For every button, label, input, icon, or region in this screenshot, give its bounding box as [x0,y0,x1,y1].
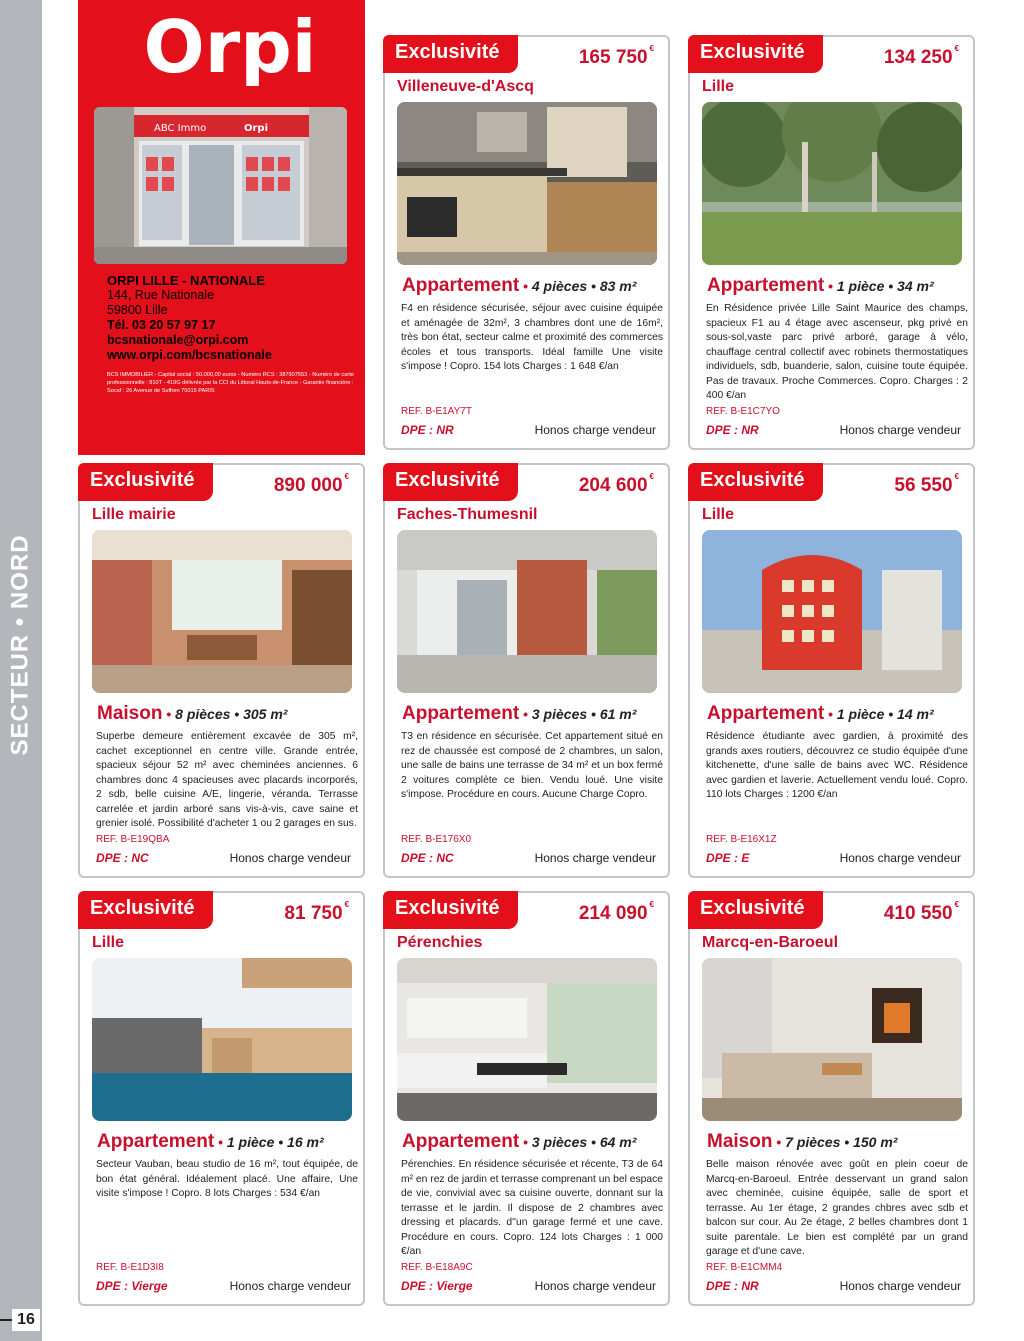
dpe-rating: DPE : NR [706,423,759,437]
city: Lille mairie [92,506,176,523]
agency-legal-notice: BCS IMMOBILIER - Capital social : 50.000,00 euros - Numéro RCS : 387907553 - Numéro de carte professionnelle : 810T - 419G délivrée par la CCI du Littoral Hauts-de-France - Garantie financière : Socaf : 26 Avenue de Suffren 75015 PARIS [107,372,354,394]
listing-photo-kitchen[interactable] [397,102,657,265]
description: En Résidence privée Lille Saint Maurice des champs, spacieux F1 au 4 étage avec ascenseur, pkg privé en sous-sol,vaste parc privé arboré, garage à vélo, chauffage central collectif avec robinets thermostatiques individuels, sdb, buanderie, salon, cuisine toute équipée. Pas de travaux. Proche Commerces. Copro. Charges : 2 400 €/an [706,303,968,401]
description: Résidence étudiante avec gardien, à proximité des grands axes routiers, découvrez ce studio équipée d'une kitchenette, d'une salle de bains avec WC. Résidence avec gardien et laverie. Actuellement vendu loué. Copro. 110 lots Charges : 1200 €/an [706,731,968,800]
city: Pérenchies [397,934,483,951]
svg-text:ABC Immo: ABC Immo [154,123,207,134]
exclusivity-tag: Exclusivité [78,891,213,929]
price: 410 550 € [883,900,959,924]
description: Belle maison rénovée avec goût en plein coeur de Marcq-en-Baroeul. Entrée desservant un grand salon avec cheminée, cuisine équipée, salle de sport et terrasse. Au 1er étage, 2 grandes chbres avec sdb et balcon sur cour. Au 2e étage, 2 belles chambres dont 1 suite parentale. Le bien est complété par un grand garage et d'une cave. [706,1159,968,1257]
agency-name: ORPI LILLE - NATIONALE [107,273,265,288]
fees-note: Honos charge vendeur [229,1279,351,1293]
dpe-rating: DPE : NC [401,851,454,865]
dpe-rating: DPE : Vierge [401,1279,473,1293]
property-type-line: Appartement • 3 pièces • 61 m² [402,703,637,724]
agency-city: 59800 Lille [107,303,168,317]
exclusivity-tag: Exclusivité [383,35,518,73]
fees-note: Honos charge vendeur [534,423,656,437]
listing-card[interactable] [383,35,670,450]
city: Lille [702,78,735,95]
listing-card[interactable] [688,891,975,1306]
dpe-rating: DPE : NR [401,423,454,437]
description: Secteur Vauban, beau studio de 16 m², tout équipée, de bon état général. Idéalement placé. Une affaire, Une visite s'impose ! Copro. 8 lots Charges : 534 €/an [96,1159,358,1199]
svg-text:Orpi: Orpi [244,123,269,134]
price: 81 750 € [284,900,349,924]
exclusivity-tag: Exclusivité [688,891,823,929]
exclusivity-tag: Exclusivité [688,35,823,73]
reference: REF. B-E176X0 [401,834,472,845]
agency-website[interactable]: www.orpi.com/bcsnationale [107,348,272,362]
city: Marcq-en-Baroeul [702,934,839,951]
dpe-rating: DPE : Vierge [96,1279,168,1293]
description: Superbe demeure entièrement excavée de 305 m², cachet exceptionnel en centre ville. Grande entrée, spacieux séjour 52 m² avec cheminées anciennes. 6 chambres donc 4 spacieuses avec placards incorporés, 2 sdb, belle cuisine A/E, lingerie, véranda. Terrasse carrelée et jardin arboré sans vis-à-vis, cave saine et grenier isolé. Possibilité d'acheter 1 ou 2 garages en sus. [96,731,358,829]
reference: REF. B-E1CMM4 [706,1262,783,1273]
dpe-rating: DPE : NC [96,851,149,865]
exclusivity-tag: Exclusivité [383,463,518,501]
price: 890 000 € [273,472,349,496]
agency-street: 144, Rue Nationale [107,288,215,302]
listing-photo-building[interactable] [702,530,962,693]
listing-card[interactable] [688,35,975,450]
reference: REF. B-E1D3I8 [96,1262,164,1273]
agency-storefront-photo [94,107,347,264]
city: Lille [92,934,125,951]
listing-card[interactable] [383,463,670,878]
property-type-line: Appartement • 1 pièce • 34 m² [707,275,934,296]
listing-photo-garden[interactable] [702,102,962,265]
listing-photo-terrace[interactable] [397,530,657,693]
fees-note: Honos charge vendeur [534,851,656,865]
fees-note: Honos charge vendeur [839,423,961,437]
exclusivity-tag: Exclusivité [688,463,823,501]
listing-card[interactable] [688,463,975,878]
fees-note: Honos charge vendeur [229,851,351,865]
dpe-rating: DPE : NR [706,1279,759,1293]
listing-photo-dining-room[interactable] [92,530,352,693]
description: T3 en résidence en sécurisée. Cet appartement situé en rez de chaussée est composé de 2 chambres, un salon, une salle de bains une terrasse de 34 m² et un box fermé 2 voitures complète ce bien. Vendu loué. Une visite s'impose. Procédure en cours. Aucune Charge Copro. [401,731,663,800]
reference: REF. B-E18A9C [401,1262,473,1273]
fees-note: Honos charge vendeur [839,851,961,865]
agency-phone[interactable]: Tél. 03 20 57 97 17 [107,318,216,332]
reference: REF. B-E1C7YO [706,406,780,417]
reference: REF. B-E1AY7T [401,406,472,417]
page-number: 16 [12,1309,40,1331]
property-type-line: Appartement • 1 pièce • 16 m² [97,1131,324,1152]
svg-text:Orpi: Orpi [143,6,317,86]
agency-email[interactable]: bcsnationale@orpi.com [107,333,249,347]
fees-note: Honos charge vendeur [839,1279,961,1293]
property-type-line: Maison • 8 pièces • 305 m² [97,703,288,724]
exclusivity-tag: Exclusivité [78,463,213,501]
listing-card[interactable] [78,463,365,878]
section-label: SECTEUR • NORD [7,534,34,756]
city: Villeneuve-d'Ascq [397,78,534,95]
description: Pérenchies. En résidence sécurisée et récente, T3 de 64 m² en rez de jardin et terrasse comprenant un bel espace de vie, convivial avec sa cuisine ouverte, donnant sur la terrasse et le jardin. Il dispose de 2 chambres avec dressing et placards. d''un garage fermé et une cave. Procédure en cours. Copro. 124 lots Charges : 1 000 €/an [401,1159,663,1257]
agency-contact [107,273,357,363]
city: Faches-Thumesnil [397,506,538,523]
property-type-line: Appartement • 4 pièces • 83 m² [402,275,637,296]
listing-photo-living-room[interactable] [702,958,962,1121]
city: Lille [702,506,735,523]
reference: REF. B-E16X1Z [706,834,777,845]
property-type-line: Appartement • 3 pièces • 64 m² [402,1131,637,1152]
price: 204 600 € [578,472,654,496]
fees-note: Honos charge vendeur [534,1279,656,1293]
price: 214 090 € [578,900,654,924]
orpi-logo [112,6,352,86]
listing-photo-studio[interactable] [92,958,352,1121]
reference: REF. B-E19QBA [96,834,170,845]
price: 56 550 € [894,472,959,496]
description: F4 en résidence sécurisée, séjour avec cuisine équipée et aménagée de 32m², 3 chambres dont une de 16m², très bon état, secteur calme et proximité des commerces écoles et tous transports. Idéal famille Une visite s'impose ! Copro. 154 lots Charges : 1 648 €/an [401,303,663,372]
exclusivity-tag: Exclusivité [383,891,518,929]
listing-card[interactable] [383,891,670,1306]
listing-photo-open-kitchen[interactable] [397,958,657,1121]
listing-card[interactable] [78,891,365,1306]
dpe-rating: DPE : E [706,851,750,865]
property-type-line: Maison • 7 pièces • 150 m² [707,1131,898,1152]
price: 134 250 € [883,44,959,68]
price: 165 750 € [578,44,654,68]
property-type-line: Appartement • 1 pièce • 14 m² [707,703,934,724]
